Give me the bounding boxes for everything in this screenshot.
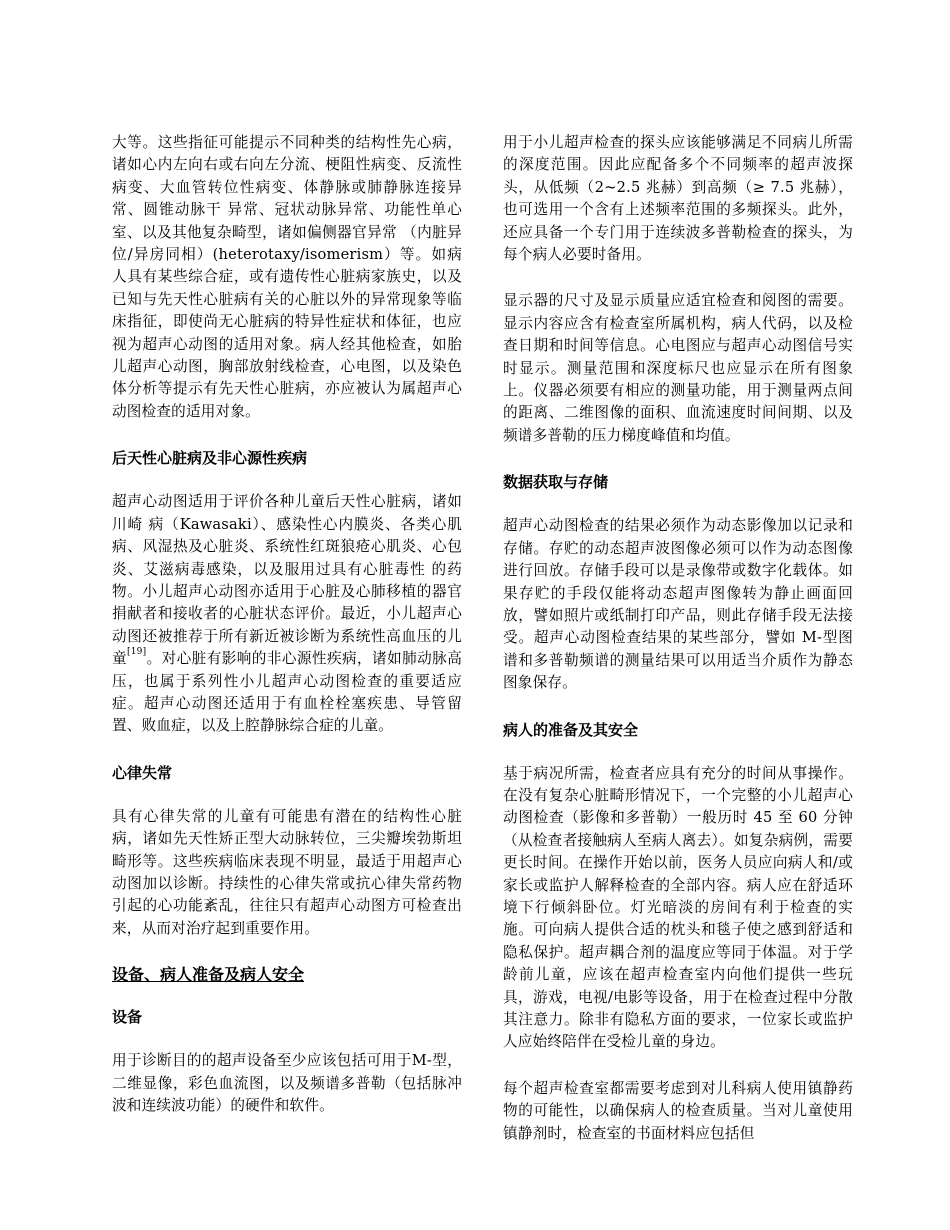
paragraph-acquired-text-b: 。对心脏有影响的非心源性疾病，诸如肺动脉高压，也属于系列性小儿超声心动图检查的重要适应症。超声心动图还适用于有血栓栓塞疾患、导管留置、败血症，以及上腔静脉综合症的儿童。	[112, 650, 463, 735]
paragraph-data-storage: 超声心动图检查的结果必须作为动态影像加以记录和存储。存贮的动态超声波图像必须可以作为动态图像进行回放。存储手段可以是录像带或数字化载体。如果存贮的手段仅能将动态超声图像转为静止画面回放，譬如照片或纸制打印产品，则此存储手段无法接受。超声心动图检查结果的某些部分，譬如 M-型图谱和多普勒频谱的测量结果可以用适当介质作为静态图象保存。	[503, 517, 853, 692]
heading-acquired-heart-disease: 后天性心脏病及非心源性疾病	[112, 449, 308, 468]
paragraph-acquired-text-a: 超声心动图适用于评价各种儿童后天性心脏病，诸如川崎 病（Kawasaki）、感染性心内膜炎、各类心肌病、风湿热及心脏炎、系统性红斑狼疮心肌炎、心包炎、艾滋病毒感染，以及服用过具有心脏毒性 的药物。小儿超声心动图亦适用于心脏及心肺移植的器官捐献者和接收者的心脏状态评价。最近，小儿超声心动图还被推荐于所有新近被诊断为系统性高血压的儿童	[112, 493, 462, 668]
paragraph-sedation: 每个超声检查室都需要考虑到对儿科病人使用镇静药物的可能性，以确保病人的检查质量。当对儿童使用镇静剂时，检查室的书面材料应包括但	[503, 1079, 853, 1142]
heading-arrhythmia: 心律失常	[112, 763, 173, 782]
reference-19: [19]	[127, 647, 147, 658]
paragraph-probes: 用于小儿超声检查的探头应该能够满足不同病儿所需的深度范围。因此应配备多个不同频率的超声波探头，从低频（2~2.5 兆赫）到高频（≥ 7.5 兆赫），也可选用一个含有上述频率范围的多频探头。此外，还应具备一个专门用于连续波多普勒检查的探头，为每个病人必要时备用。	[503, 134, 853, 264]
paragraph-acquired	[112, 491, 462, 737]
heading-data-storage: 数据获取与存储	[503, 473, 609, 492]
left-column	[112, 132, 462, 1141]
paragraph-indications: 大等。这些指征可能提示不同种类的结构性先心病，诸如心内左向右或右向左分流、梗阻性病变、反流性病变、大血管转位性病变、体静脉或肺静脉连接异常、圆锥动脉干 异常、冠状动脉异常、功能性单心室、以及其他复杂畸型，诸如偏侧器官异常 （内脏异位/异房同相）(heterotaxy/isomerism）等。如病人具有某些综合症，或有遗传性心脏病家族史，以及已知与先天性心脏病有关的心脏以外的异常现象等临床指征，即使尚无心脏病的特异性症状和体征，也应视为超声心动图的适用对象。病人经其他检查，如胎儿超声心动图，胸部放射线检查，心电图，以及染色体分析等提示有先天性心脏病，亦应被认为属超声心动图检查的适用对象。	[112, 134, 462, 420]
heading-equipment: 设备	[112, 1008, 143, 1027]
right-column	[503, 132, 853, 1169]
section-heading-equipment-patient: 设备、病人准备及病人安全	[112, 965, 305, 985]
paragraph-arrhythmia: 具有心律失常的儿童有可能患有潜在的结构性心脏病，诸如先天性矫正型大动脉转位，三尖瓣埃勃斯坦畸形等。这些疾病临床表现不明显，最适于用超声心动图加以诊断。持续性的心律失常或抗心律失常药物引起的心功能紊乱，往往只有超声心动图方可检查出来，从而对治疗起到重要作用。	[112, 807, 462, 937]
paragraph-display: 显示器的尺寸及显示质量应适宜检查和阅图的需要。显示内容应含有检查室所属机构，病人代码，以及检查日期和时间等信息。心电图应与超声心动图信号实时显示。测量范围和深度标尺也应显示在所有图象上。仪器必须要有相应的测量功能，用于测量两点间的距离、二维图像的面积、血流速度时间间期、以及频谱多普勒的压力梯度峰值和均值。	[503, 292, 853, 444]
paragraph-patient-preparation: 基于病况所需，检查者应具有充分的时间从事操作。在没有复杂心脏畸形情况下，一个完整的小儿超声心动图检查（影像和多普勒）一般历时 45 至 60 分钟（从检查者接触病人至病人离去）。如复杂病例，需要更长时间。在操作开始以前，医务人员应向病人和/或家长或监护人解释检查的全部内容。病人应在舒适环境下行倾斜卧位。灯光暗淡的房间有利于检查的实施。可向病人提供合适的枕头和毯子使之感到舒适和隐私保护。超声耦合剂的温度应等同于体温。对于学龄前儿童，应该在超声检查室内向他们提供一些玩具，游戏，电视/电影等设备，用于在检查过程中分散其注意力。除非有隐私方面的要求，一位家长或监护人应始终陪伴在受检儿童的身边。	[503, 764, 853, 1051]
paragraph-equipment: 用于诊断目的的超声设备至少应该包括可用于M-型，二维显像，彩色血流图，以及频谱多普勒（包括脉冲波和连续波功能）的硬件和软件。	[112, 1052, 462, 1114]
heading-patient-preparation: 病人的准备及其安全	[503, 720, 639, 739]
